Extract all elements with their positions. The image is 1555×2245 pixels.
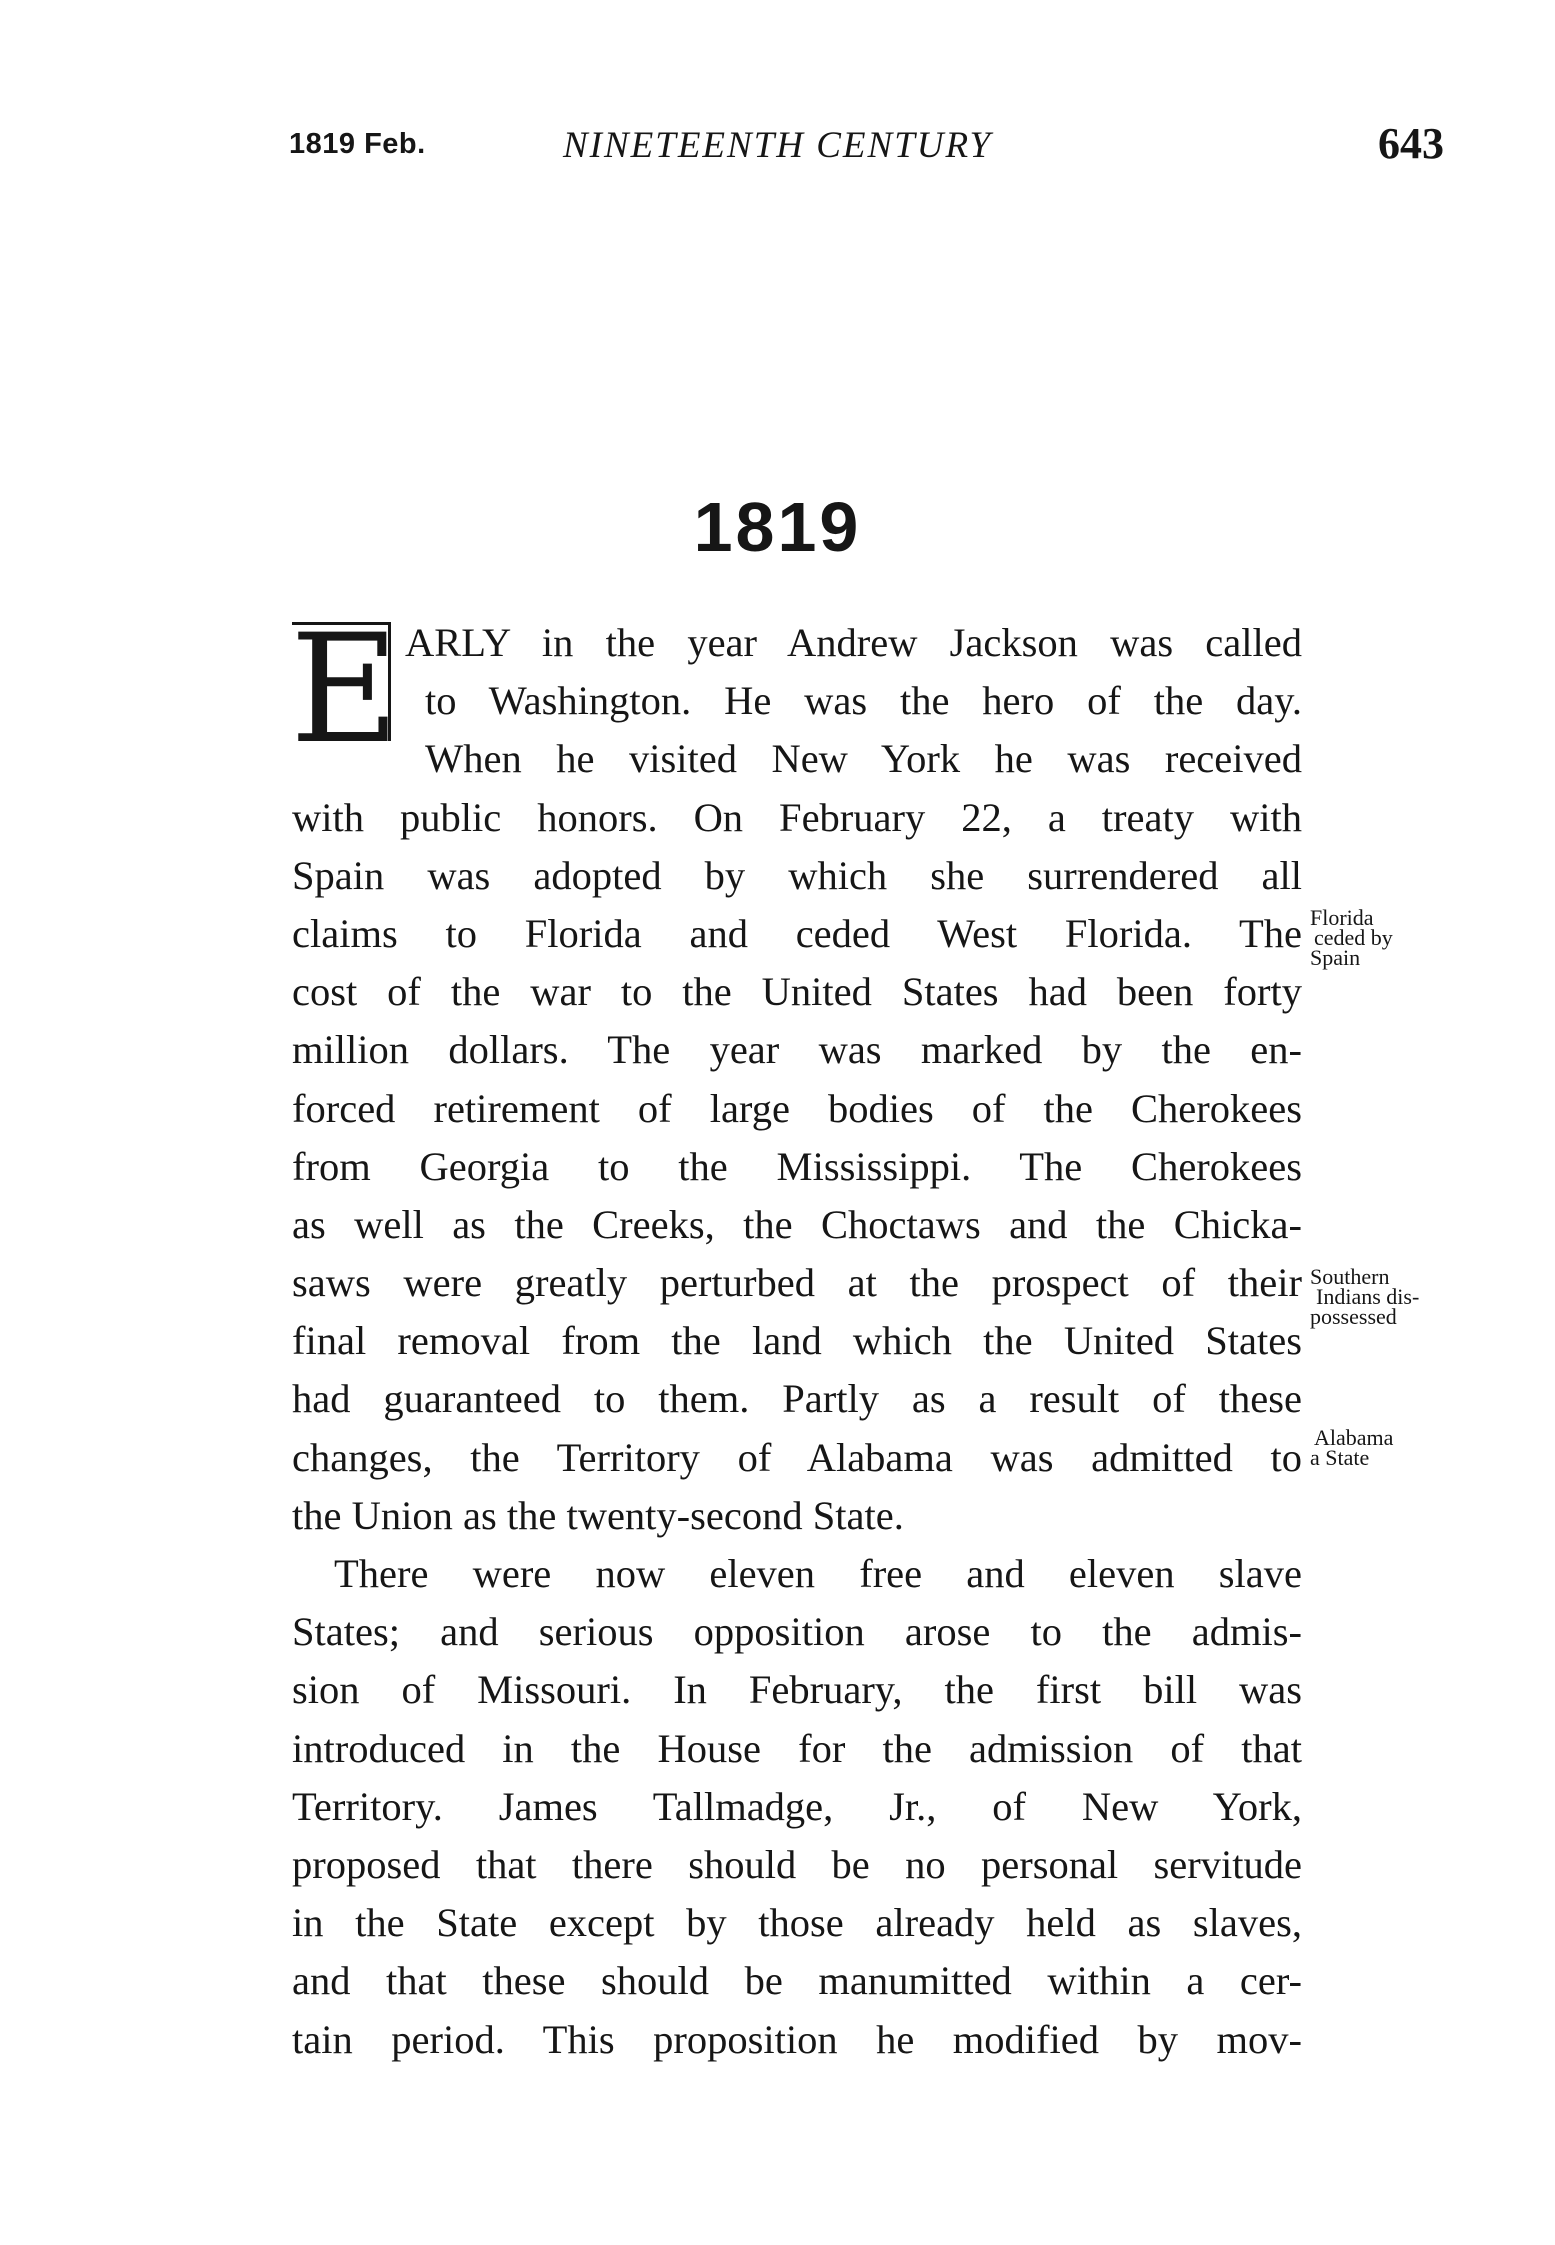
drop-cap-letter: E <box>290 603 400 777</box>
text-line: forced retirement of large bodies of the Cherokees <box>292 1085 1302 1131</box>
text-line: introduced in the House for the admission of that <box>292 1725 1302 1771</box>
margin-note-line: a State <box>1310 1445 1370 1470</box>
text-line: tain period. This proposition he modified by mov- <box>292 2016 1302 2062</box>
margin-note-line: Alabama <box>1314 1425 1394 1450</box>
margin-note-line: Southern <box>1310 1264 1390 1289</box>
drop-cap <box>290 603 400 777</box>
text-line: There were now eleven free and eleven slave <box>334 1551 1302 1596</box>
margin-note-line: Spain <box>1310 945 1361 970</box>
text-line: Spain was adopted by which she surrendered all <box>292 852 1302 898</box>
page-number: 643 <box>1378 119 1444 168</box>
text-line: Territory. James Tallmadge, Jr., of New York, <box>292 1783 1302 1829</box>
text-line: the Union as the twenty-second State. <box>292 1492 904 1538</box>
text-line: final removal from the land which the United States <box>292 1318 1302 1364</box>
text-line: as well as the Creeks, the Choctaws and the Chicka- <box>292 1201 1302 1247</box>
margin-note-line: Florida <box>1310 905 1374 930</box>
text-line: saws were greatly perturbed at the prospect of their <box>292 1260 1302 1306</box>
margin-note-southern-indians <box>1310 1264 1420 1329</box>
running-header <box>0 118 1555 178</box>
margin-note-alabama <box>1310 1425 1394 1470</box>
text-line: with public honors. On February 22, a treaty with <box>292 794 1302 840</box>
text-line: and that these should be manumitted within a cer- <box>292 1958 1302 2004</box>
text-line: ARLY in the year Andrew Jackson was called <box>405 620 1302 665</box>
header-date: 1819 Feb. <box>289 128 426 160</box>
margin-note-florida <box>1310 905 1393 970</box>
text-line: proposed that there should be no personal servitude <box>292 1841 1302 1887</box>
margin-note-line: ceded by <box>1314 925 1393 950</box>
text-line: million dollars. The year was marked by the en- <box>292 1027 1302 1073</box>
header-title: NINETEENTH CENTURY <box>562 125 993 166</box>
text-line: cost of the war to the United States had been forty <box>292 969 1302 1015</box>
body-text <box>290 603 1302 2069</box>
paragraph-1 <box>292 614 1302 1545</box>
text-line: in the State except by those already held as slaves, <box>292 1900 1302 1946</box>
text-line: from Georgia to the Mississippi. The Cherokees <box>292 1143 1302 1189</box>
margin-note-line: Indians dis- <box>1316 1284 1420 1309</box>
text-line: When he visited New York he was received <box>425 736 1302 782</box>
text-line: had guaranteed to them. Partly as a result of these <box>292 1376 1302 1422</box>
margin-note-line: possessed <box>1310 1304 1397 1329</box>
text-line: States; and serious opposition arose to the admis- <box>292 1609 1302 1655</box>
text-line: claims to Florida and ceded West Florida. The <box>292 910 1302 956</box>
year-heading: 1819 <box>693 488 862 566</box>
text-line: changes, the Territory of Alabama was admitted to <box>292 1434 1302 1480</box>
text-line: to Washington. He was the hero of the day. <box>425 678 1302 724</box>
text-line: sion of Missouri. In February, the first bill was <box>292 1667 1302 1713</box>
paragraph-2 <box>292 1545 1302 2069</box>
